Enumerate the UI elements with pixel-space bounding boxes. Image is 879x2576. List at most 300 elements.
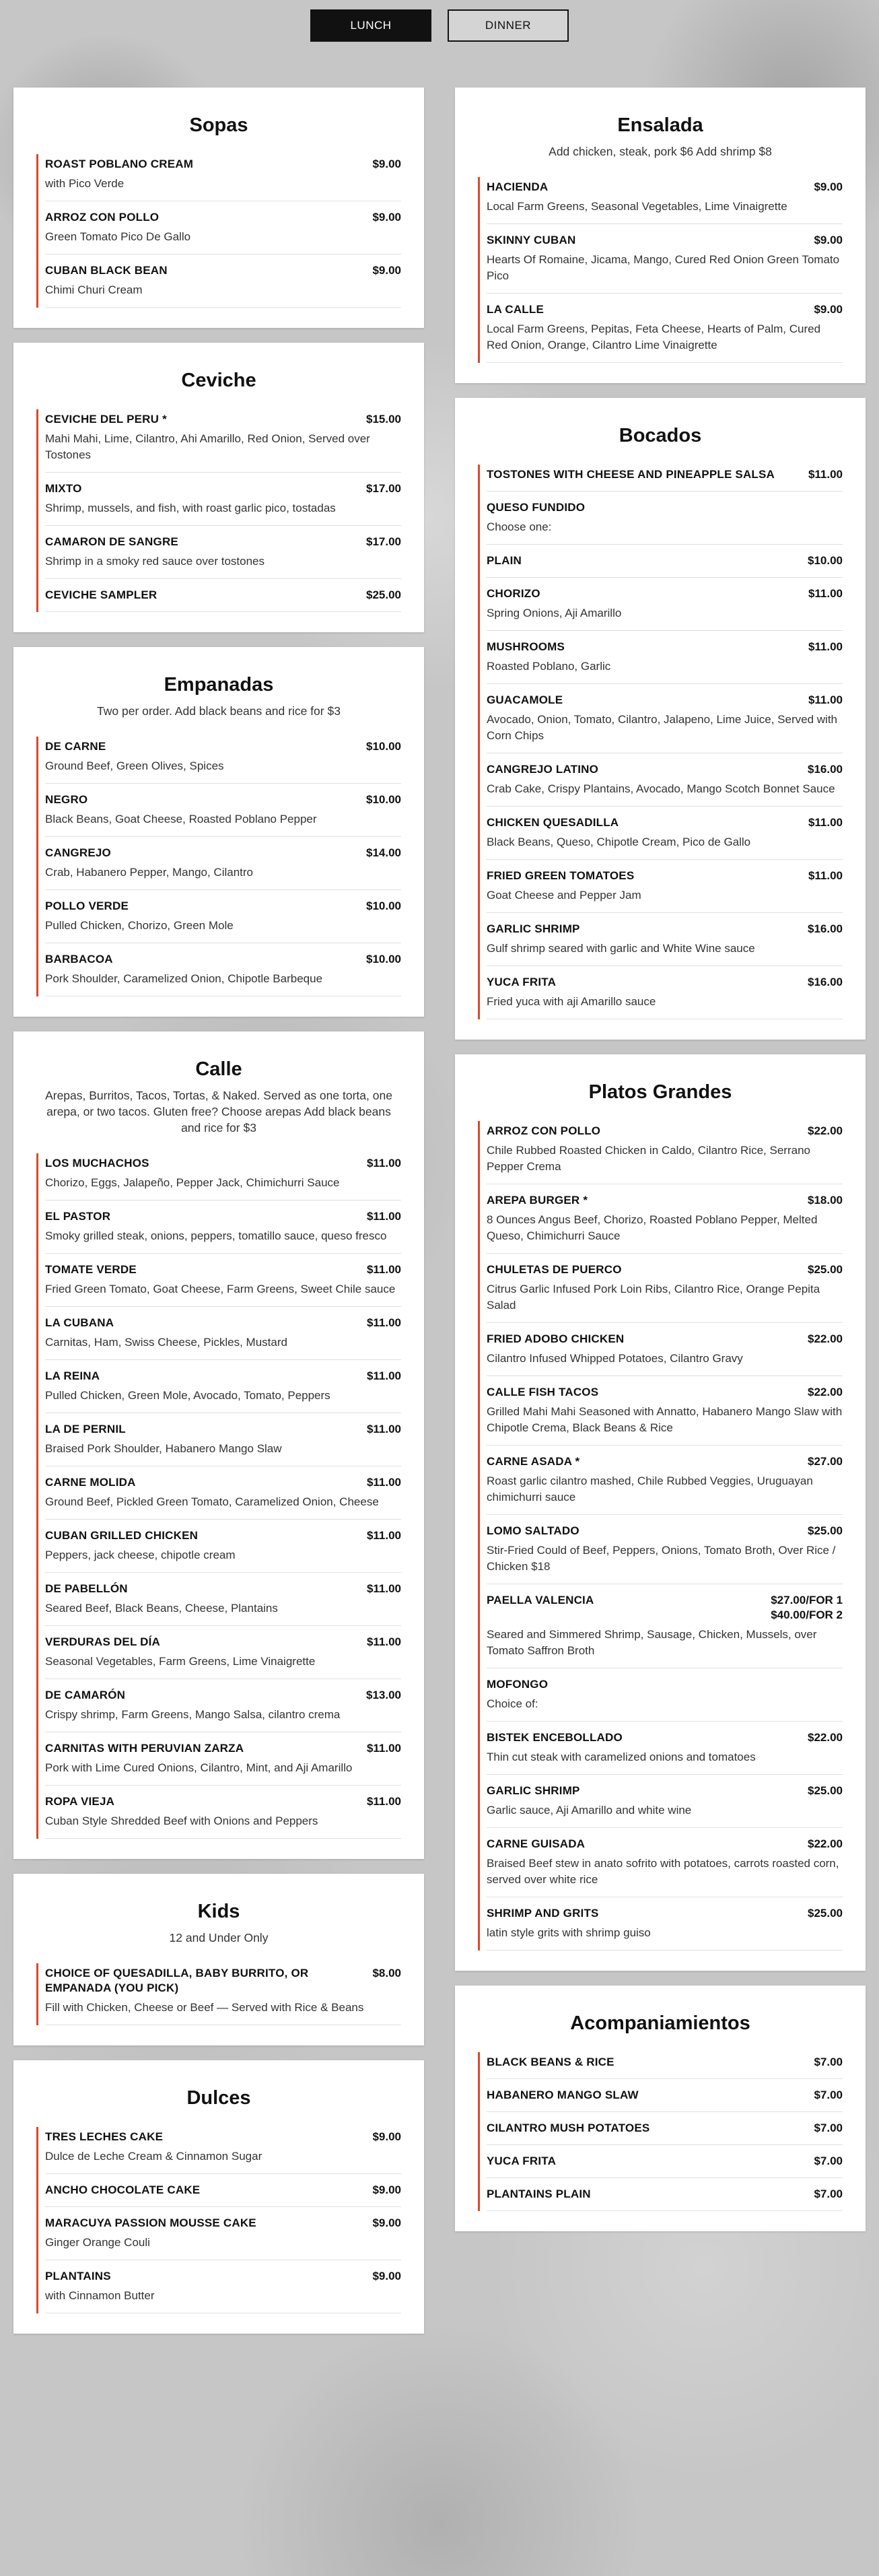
menu-item-row <box>45 1528 401 1543</box>
menu-item-price: $17.00 <box>366 482 401 495</box>
item-list <box>478 1121 843 1951</box>
menu-item-name: CUBAN GRILLED CHICKEN <box>45 1529 199 1542</box>
menu-item-description: Braised Beef stew in anato sofrito with potatoes, carrots roasted corn, served over white rice <box>487 1857 839 1886</box>
item-list <box>478 465 843 1019</box>
menu-item-row <box>487 975 843 990</box>
menu-item-row <box>487 1837 843 1852</box>
menu-item-row <box>487 180 843 195</box>
menu-item-name: ROPA VIEJA <box>45 1795 115 1808</box>
menu-item-description: Chimi Churi Cream <box>45 283 143 296</box>
menu-item <box>487 1515 843 1584</box>
menu-item-description: Seared Beef, Black Beans, Cheese, Plantains <box>45 1602 278 1615</box>
menu-item-description: Braised Pork Shoulder, Habanero Mango Slaw <box>45 1442 282 1455</box>
menu-item <box>487 2112 843 2145</box>
menu-item <box>45 837 401 890</box>
menu-item-row <box>487 1784 843 1798</box>
menu-item-description: Goat Cheese and Pepper Jam <box>487 889 641 902</box>
menu-item-name: CEVICHE SAMPLER <box>45 588 157 601</box>
menu-item-name: LA CALLE <box>487 303 544 316</box>
menu-item-row <box>45 2269 401 2284</box>
menu-item <box>487 465 843 492</box>
menu-item <box>487 753 843 807</box>
menu-item <box>45 255 401 308</box>
menu-item-name: LA DE PERNIL <box>45 1423 126 1435</box>
section-title: Ceviche <box>181 370 256 391</box>
menu-item-name: EL PASTOR <box>45 1210 111 1223</box>
menu-item-price: $11.00 <box>366 1369 401 1382</box>
menu-item-name: DE CARNE <box>45 740 106 753</box>
menu-item-description: Carnitas, Ham, Swiss Cheese, Pickles, Mustard <box>45 1336 287 1349</box>
menu-item-row <box>487 553 843 568</box>
menu-item-name: ANCHO CHOCOLATE CAKE <box>45 2183 201 2196</box>
menu-item-row <box>45 1156 401 1171</box>
menu-item-name: CANGREJO <box>45 846 111 859</box>
menu-item-row <box>45 210 401 225</box>
menu-item-description: Citrus Garlic Infused Pork Loin Ribs, Cilantro Rice, Orange Pepita Salad <box>487 1283 820 1312</box>
menu-item-description: with Cinnamon Butter <box>45 2289 155 2302</box>
menu-item <box>487 578 843 631</box>
menu-item-row <box>45 1262 401 1277</box>
section-title: Calle <box>195 1058 242 1080</box>
menu-item-price: $9.00 <box>372 158 401 170</box>
menu-item <box>487 807 843 860</box>
menu-item <box>487 1897 843 1951</box>
menu-item-price: $10.00 <box>366 793 401 806</box>
menu-item-price: $11.00 <box>808 468 843 481</box>
menu-item-name: BLACK BEANS & RICE <box>487 2056 614 2068</box>
menu-item-row <box>45 2183 401 2198</box>
menu-item <box>45 1963 401 2025</box>
menu-item-row <box>45 1582 401 1596</box>
menu-item-description: Ground Beef, Pickled Green Tomato, Caramelized Onion, Cheese <box>45 1495 379 1508</box>
menu-item-price: $25.00 <box>808 1263 843 1276</box>
item-list <box>36 2127 401 2313</box>
menu-item-row <box>487 1677 843 1692</box>
section-title: Platos Grandes <box>588 1081 732 1103</box>
menu-item <box>45 473 401 526</box>
menu-item <box>487 1184 843 1254</box>
menu-item <box>487 1668 843 1722</box>
menu-item-name: PAELLA VALENCIA <box>487 1594 594 1606</box>
menu-item-row <box>45 1688 401 1703</box>
section-kids <box>13 1874 424 2045</box>
menu-item-price: $11.00 <box>808 587 843 600</box>
menu-item-description: Black Beans, Queso, Chipotle Cream, Pico de Gallo <box>487 836 751 848</box>
menu-item-name: LOMO SALTADO <box>487 1524 579 1537</box>
menu-item-row <box>487 1730 843 1745</box>
menu-item-description: Green Tomato Pico De Gallo <box>45 230 191 243</box>
menu-item-row <box>487 1454 843 1469</box>
menu-item-row <box>487 2187 843 2202</box>
menu-item-row <box>487 2154 843 2169</box>
menu-item-price: $7.00 <box>814 2188 843 2200</box>
menu-item-price: $16.00 <box>808 922 843 935</box>
menu-item-row <box>45 1316 401 1330</box>
menu-item-name: PLAIN <box>487 554 522 567</box>
menu-item <box>487 913 843 966</box>
menu-item-row <box>45 2130 401 2144</box>
menu-item-description: Mahi Mahi, Lime, Cilantro, Ahi Amarillo, Red Onion, Served over Tostones <box>45 432 370 461</box>
menu-item-description: 8 Ounces Angus Beef, Chorizo, Roasted Poblano Pepper, Melted Queso, Chimichurri Sauce <box>487 1213 818 1242</box>
menu-item-description: Seasonal Vegetables, Farm Greens, Lime Vinaigrette <box>45 1655 316 1668</box>
menu-item <box>487 684 843 753</box>
menu-item-price: $9.00 <box>814 303 843 316</box>
menu-item-price: $11.00 <box>808 816 843 829</box>
menu-item-price: $11.00 <box>366 1635 401 1648</box>
menu-item <box>487 631 843 684</box>
menu-item-name: HABANERO MANGO SLAW <box>487 2089 639 2101</box>
menu-item-row <box>487 586 843 601</box>
menu-item <box>487 1584 843 1668</box>
tab-dinner[interactable]: DINNER <box>448 9 569 42</box>
section-acompaniamientos <box>455 1986 866 2231</box>
menu-item-row <box>487 467 843 482</box>
item-list <box>36 154 401 308</box>
menu-item-price: $13.00 <box>366 1689 401 1701</box>
section-title: Empanadas <box>164 674 274 696</box>
menu-item-description: Thin cut steak with caramelized onions and tomatoes <box>487 1751 756 1763</box>
menu-item-description: Grilled Mahi Mahi Seasoned with Annatto, Habanero Mango Slaw with Chipotle Crema, Black Beans & Rice <box>487 1405 843 1434</box>
menu-item <box>45 737 401 784</box>
menu-item-description: Fried Green Tomato, Goat Cheese, Farm Greens, Sweet Chile sauce <box>45 1283 396 1295</box>
menu-item-description: Local Farm Greens, Pepitas, Feta Cheese, Hearts of Palm, Cured Red Onion, Orange, Cilantro Lime Vinaigrette <box>487 323 821 351</box>
menu-item-description: Chile Rubbed Roasted Chicken in Caldo, Cilantro Rice, Serrano Pepper Crema <box>487 1144 810 1173</box>
menu-item <box>45 1466 401 1520</box>
menu-item-price: $14.00 <box>366 846 401 859</box>
menu-item-description: Fill with Chicken, Cheese or Beef — Served with Rice & Beans <box>45 2001 364 2014</box>
menu-item-description: Gulf shrimp seared with garlic and White Wine sauce <box>487 942 755 955</box>
menu-item <box>45 1573 401 1626</box>
menu-item-row <box>487 869 843 883</box>
menu-item-description: Chorizo, Eggs, Jalapeño, Pepper Jack, Chimichurri Sauce <box>45 1176 340 1189</box>
menu-item-price: $22.00 <box>808 1386 843 1398</box>
menu-item-row <box>45 1369 401 1384</box>
menu-item-name: BARBACOA <box>45 953 113 965</box>
menu-item-price: $10.00 <box>808 554 843 567</box>
menu-item-name: CARNE GUISADA <box>487 1837 586 1850</box>
menu-item-row <box>487 693 843 708</box>
menu-item-row <box>45 588 401 603</box>
menu-item-price: $11.00 <box>808 640 843 653</box>
menu-item-row <box>45 157 401 172</box>
menu-item-price: $9.00 <box>814 234 843 246</box>
menu-item-description: Roasted Poblano, Garlic <box>487 660 611 673</box>
menu-item-price: $7.00 <box>814 2155 843 2167</box>
left-column <box>13 88 424 2348</box>
menu-item <box>45 154 401 201</box>
menu-item-name: TOSTONES WITH CHEESE AND PINEAPPLE SALSA <box>487 468 775 481</box>
menu-item <box>487 1828 843 1897</box>
menu-item-name: CILANTRO MUSH POTATOES <box>487 2122 650 2134</box>
menu-item-row <box>487 2088 843 2103</box>
menu-item-name: DE PABELLÓN <box>45 1582 128 1595</box>
menu-item-name: CEVICHE DEL PERU * <box>45 413 167 426</box>
menu-item-price: $11.00 <box>366 1476 401 1489</box>
menu-item-price: $9.00 <box>372 211 401 224</box>
menu-item-description: Shrimp in a smoky red sauce over tostones <box>45 555 265 568</box>
menu-item <box>45 784 401 837</box>
menu-item-price: $7.00 <box>814 2122 843 2134</box>
menu-item-description: Crispy shrimp, Farm Greens, Mango Salsa, cilantro crema <box>45 1708 341 1721</box>
menu-item-row <box>487 815 843 830</box>
menu-item-price: $11.00 <box>366 1582 401 1595</box>
menu-item-name: QUESO FUNDIDO <box>487 501 586 514</box>
menu-item-name: TRES LECHES CAKE <box>45 2130 164 2143</box>
menu-item <box>487 1323 843 1376</box>
menu-item-name: CARNITAS WITH PERUVIAN ZARZA <box>45 1742 244 1755</box>
section-empanadas <box>13 647 424 1017</box>
menu-item-name: VERDURAS DEL DÍA <box>45 1635 161 1648</box>
menu-item-row <box>487 1124 843 1139</box>
menu-item-price: $7.00 <box>814 2056 843 2068</box>
menu-item-description: Choose one: <box>487 520 552 533</box>
menu-item-price: $16.00 <box>808 763 843 776</box>
item-list <box>36 1963 401 2025</box>
menu-item <box>487 1446 843 1515</box>
menu-item <box>487 1376 843 1446</box>
menu-item <box>45 1786 401 1839</box>
menu-item <box>45 526 401 579</box>
item-list <box>36 1153 401 1839</box>
menu-item-price: $17.00 <box>366 535 401 548</box>
menu-item-row <box>45 1209 401 1224</box>
menu-item-price: $22.00 <box>808 1731 843 1744</box>
menu-item-price: $18.00 <box>808 1194 843 1207</box>
menu-item-price: $11.00 <box>366 1210 401 1223</box>
menu-item-description: Roast garlic cilantro mashed, Chile Rubbed Veggies, Uruguayan chimichurri sauce <box>487 1475 813 1503</box>
menu-item-name: GUACAMOLE <box>487 693 563 706</box>
menu-item-price: $11.00 <box>808 693 843 706</box>
menu-item-row <box>487 1193 843 1208</box>
menu-item-price: $11.00 <box>366 1795 401 1808</box>
section-ceviche <box>13 343 424 632</box>
menu-item <box>45 1626 401 1679</box>
menu-item-name: CALLE FISH TACOS <box>487 1386 599 1398</box>
menu-item-price: $22.00 <box>808 1124 843 1137</box>
menu-item <box>45 1307 401 1360</box>
menu-item-row <box>45 1794 401 1809</box>
menu-item <box>45 2207 401 2260</box>
menu-item-row <box>45 1635 401 1650</box>
menu-item-name: MUSHROOMS <box>487 640 565 653</box>
menu-item <box>45 1679 401 1732</box>
menu-item-description: Peppers, jack cheese, chipotle cream <box>45 1549 236 1561</box>
menu-item-row <box>487 1332 843 1347</box>
menu-item-price: $11.00 <box>366 1742 401 1755</box>
menu-item-row <box>45 2216 401 2231</box>
menu-item-price: $22.00 <box>808 1332 843 1345</box>
menu-item-name: PLANTAINS PLAIN <box>487 2188 591 2200</box>
menu-item <box>45 1254 401 1307</box>
menu-item-description: Stir-Fried Could of Beef, Peppers, Onions, Tomato Broth, Over Rice / Chicken $18 <box>487 1544 836 1573</box>
menu-item-row <box>45 535 401 549</box>
menu-item-description: Cuban Style Shredded Beef with Onions and Peppers <box>45 1815 318 1827</box>
menu-item-name: CARNE ASADA * <box>487 1455 580 1468</box>
menu-item-description: Garlic sauce, Aji Amarillo and white wine <box>487 1804 692 1817</box>
menu-item-name: LOS MUCHACHOS <box>45 1157 149 1170</box>
menu-item-row <box>487 762 843 777</box>
menu-item <box>487 492 843 545</box>
menu-item-row <box>487 922 843 937</box>
menu-item-description: Pork Shoulder, Caramelized Onion, Chipotle Barbeque <box>45 972 323 985</box>
menu-item-price: $11.00 <box>366 1423 401 1435</box>
menu-item-description: Seared and Simmered Shrimp, Sausage, Chicken, Mussels, over Tomato Saffron Broth <box>487 1628 817 1657</box>
menu-item <box>45 1153 401 1200</box>
menu-item-price: $9.00 <box>372 264 401 277</box>
menu-item-description: Cilantro Infused Whipped Potatoes, Cilantro Gravy <box>487 1352 743 1365</box>
menu-item-row <box>45 952 401 967</box>
menu-item-name: CAMARON DE SANGRE <box>45 535 178 548</box>
menu-item-price: $15.00 <box>366 413 401 426</box>
menu-item <box>487 224 843 294</box>
menu-item-price: $25.00 <box>808 1524 843 1537</box>
menu-item-row <box>487 233 843 248</box>
menu-item-row <box>45 792 401 807</box>
menu-item-price: $16.00 <box>808 976 843 988</box>
menu-item-row <box>487 2121 843 2136</box>
menu-item-description: latin style grits with shrimp guiso <box>487 1926 651 1939</box>
menu-item-price: $10.00 <box>366 953 401 965</box>
menu-item <box>45 1732 401 1786</box>
menu-item <box>487 966 843 1019</box>
section-note: 12 and Under Only <box>169 1931 269 1944</box>
menu-item-description: Dulce de Leche Cream & Cinnamon Sugar <box>45 2150 262 2163</box>
menu-item-row <box>487 1524 843 1538</box>
menu-item-price: $9.00 <box>372 2130 401 2143</box>
menu-item-name: HACIENDA <box>487 180 549 193</box>
menu-item-name: CANGREJO LATINO <box>487 763 599 776</box>
menu-item-description: Hearts Of Romaine, Jicama, Mango, Cured Red Onion Green Tomato Pico <box>487 253 840 282</box>
menu-item <box>487 1121 843 1184</box>
menu-item-description: Fried yuca with aji Amarillo sauce <box>487 995 656 1008</box>
menu-item-price: $7.00 <box>814 2089 843 2101</box>
section-platos-grandes <box>455 1054 866 1971</box>
menu-item-description: Local Farm Greens, Seasonal Vegetables, Lime Vinaigrette <box>487 200 787 213</box>
item-list <box>478 177 843 363</box>
menu-item <box>45 1200 401 1254</box>
menu-item-name: MIXTO <box>45 482 82 495</box>
menu-item <box>45 1413 401 1466</box>
menu-item-price: $25.00 <box>808 1784 843 1797</box>
menu-item <box>487 1775 843 1828</box>
menu-item <box>487 860 843 913</box>
menu-item-price: $11.00 <box>366 1316 401 1329</box>
menu-item-row <box>45 739 401 754</box>
menu-item-description: Smoky grilled steak, onions, peppers, tomatillo sauce, queso fresco <box>45 1229 387 1242</box>
menu-item <box>45 1360 401 1413</box>
menu-item-description: Pulled Chicken, Chorizo, Green Mole <box>45 919 234 932</box>
menu-item-name: LA CUBANA <box>45 1316 114 1329</box>
section-bocados <box>455 398 866 1040</box>
section-title: Dulces <box>186 2087 251 2109</box>
menu-item-description: Ground Beef, Green Olives, Spices <box>45 759 224 772</box>
item-list <box>36 737 401 996</box>
menu-item <box>487 545 843 578</box>
section-title: Bocados <box>619 425 702 446</box>
menu-item-name: FRIED ADOBO CHICKEN <box>487 1332 625 1345</box>
menu-item-description: Avocado, Onion, Tomato, Cilantro, Jalapeno, Lime Juice, Served with Corn Chips <box>487 713 837 742</box>
menu-item <box>487 2052 843 2079</box>
menu-item-row <box>45 481 401 496</box>
menu-item-row <box>487 640 843 654</box>
menu-item-price: $10.00 <box>366 740 401 753</box>
menu-item <box>487 294 843 363</box>
menu-item-price: $9.00 <box>372 2183 401 2196</box>
menu-item <box>45 409 401 473</box>
menu-item-name: YUCA FRITA <box>487 976 557 988</box>
menu-item <box>487 1254 843 1323</box>
menu-item-price: $11.00 <box>808 869 843 882</box>
section-dulces <box>13 2060 424 2334</box>
menu-item-name: YUCA FRITA <box>487 2155 557 2167</box>
menu-item <box>45 579 401 612</box>
menu-item-price: $11.00 <box>366 1263 401 1276</box>
menu-item-name: MOFONGO <box>487 1678 549 1691</box>
menu-item-price: $9.00 <box>814 180 843 193</box>
menu-item-price: $8.00 <box>372 1967 401 1979</box>
menu-item-description: Crab, Habanero Pepper, Mango, Cilantro <box>45 866 254 879</box>
section-note: Add chicken, steak, pork $6 Add shrimp $8 <box>549 145 772 158</box>
section-title: Acompaniamientos <box>570 2012 750 2034</box>
menu-item <box>487 177 843 224</box>
section-title: Kids <box>197 1901 240 1922</box>
menu-item-name: GARLIC SHRIMP <box>487 1784 580 1797</box>
section-title: Ensalada <box>617 114 703 136</box>
menu-item-name: CHOICE OF QUESADILLA, BABY BURRITO, OR EMPANADA (YOU PICK) <box>45 1967 309 1994</box>
menu-item-row <box>487 2055 843 2070</box>
menu-item-name: SKINNY CUBAN <box>487 234 576 246</box>
menu-item-name: MARACUYA PASSION MOUSSE CAKE <box>45 2216 256 2229</box>
menu-item <box>487 2178 843 2211</box>
item-list <box>36 409 401 612</box>
menu-item-price: $10.00 <box>366 900 401 912</box>
menu-item-price: $22.00 <box>808 1837 843 1850</box>
menu-item-name: CHULETAS DE PUERCO <box>487 1263 622 1276</box>
menu-item <box>45 2174 401 2207</box>
section-ensalada <box>455 88 866 383</box>
menu-item-row <box>45 263 401 278</box>
menu-item-description: Pulled Chicken, Green Mole, Avocado, Tomato, Peppers <box>45 1389 330 1402</box>
tab-lunch[interactable]: LUNCH <box>310 9 431 42</box>
menu-item-row <box>487 1593 843 1623</box>
menu-item-row <box>45 1741 401 1756</box>
menu-item-name: AREPA BURGER * <box>487 1194 588 1207</box>
menu-item <box>45 2127 401 2174</box>
menu-item-description: Pork with Lime Cured Onions, Cilantro, Mint, and Aji Amarillo <box>45 1761 353 1774</box>
menu-item-row <box>45 899 401 914</box>
menu-item-name: GARLIC SHRIMP <box>487 922 580 935</box>
menu-item-row <box>487 302 843 317</box>
menu-item-row <box>45 1475 401 1490</box>
menu-item-description: Choice of: <box>487 1697 538 1710</box>
menu-item-row <box>45 846 401 860</box>
section-note: Two per order. Add black beans and rice for $3 <box>97 704 341 718</box>
menu-item-row <box>45 1422 401 1437</box>
menu-item-price: $9.00 <box>372 2270 401 2282</box>
menu-item-description: Black Beans, Goat Cheese, Roasted Poblano Pepper <box>45 813 317 825</box>
menu-item-name: FRIED GREEN TOMATOES <box>487 869 635 882</box>
menu-item-price: $27.00 <box>808 1455 843 1468</box>
menu-item <box>487 1722 843 1775</box>
menu-item-name: ARROZ CON POLLO <box>45 211 160 224</box>
right-column <box>455 88 866 2246</box>
section-note: Arepas, Burritos, Tacos, Tortas, & Naked. Served as one torta, one arepa, or two tacos. Gluten free? Choose arepas Add black beans and rice for $3 <box>45 1089 392 1134</box>
menu-item-price: $9.00 <box>372 2216 401 2229</box>
menu-item <box>45 201 401 255</box>
menu-item-description: Crab Cake, Crispy Plantains, Avocado, Mango Scotch Bonnet Sauce <box>487 782 835 795</box>
menu-item-price: $25.00 <box>808 1907 843 1920</box>
section-calle <box>13 1031 424 1859</box>
